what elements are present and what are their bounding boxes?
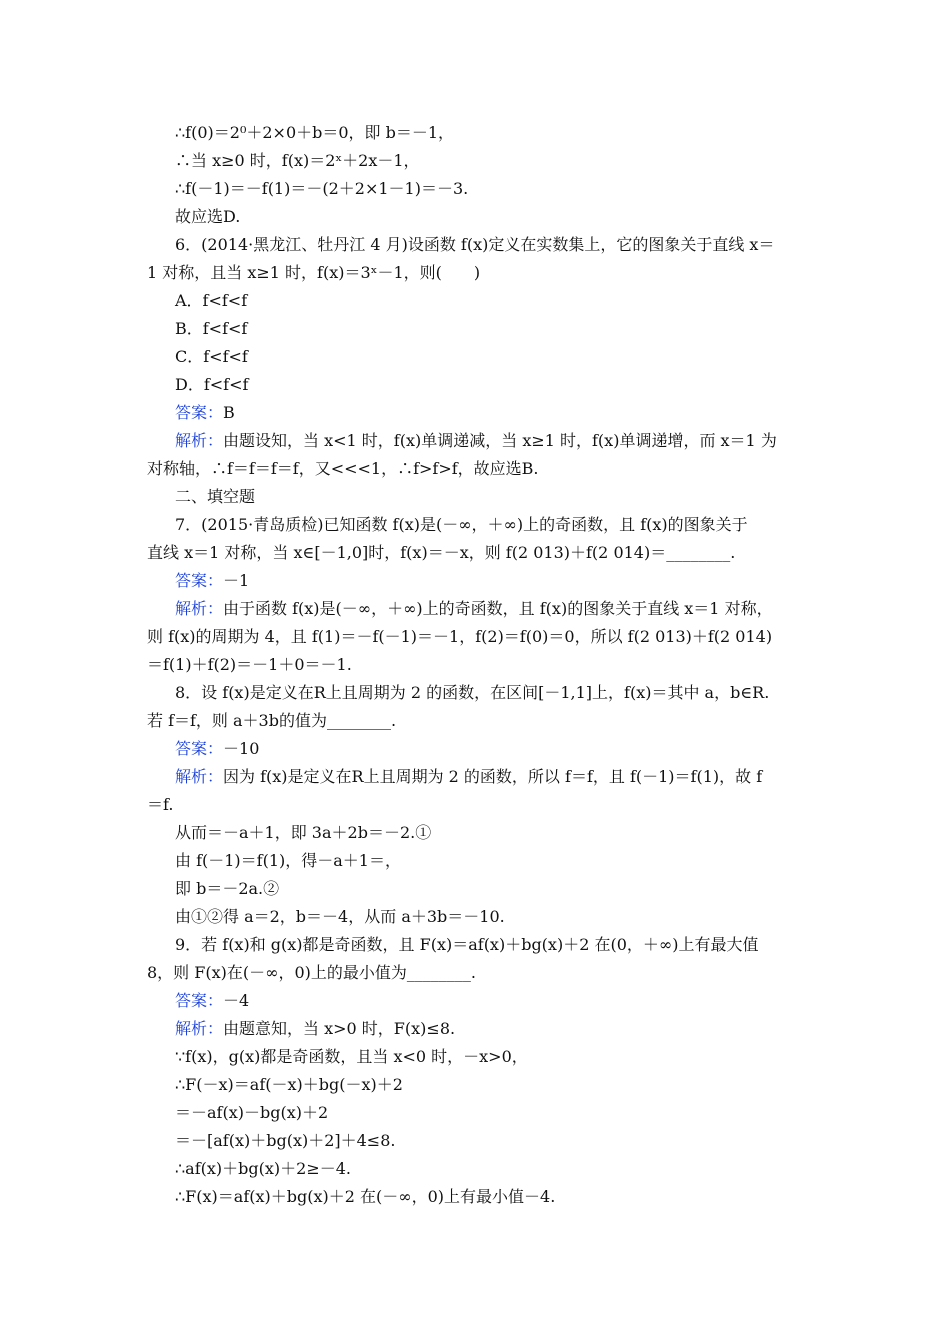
line-text: 即 b＝－2a.②: [175, 879, 280, 898]
question-line: [147, 707, 807, 735]
answer-line: [147, 567, 807, 595]
question-line: [147, 931, 807, 959]
text-line: [147, 1155, 807, 1183]
line-text: ∴af(x)＋bg(x)＋2≥－4.: [175, 1159, 351, 1178]
question-line: [147, 959, 807, 987]
line-text: 由①②得 a＝2，b＝－4，从而 a＋3b＝－10.: [175, 907, 505, 926]
line-text: 7．(2015·青岛质检)已知函数 f(x)是(－∞，＋∞)上的奇函数，且 f(x)的图象关于: [175, 515, 748, 534]
answer-label: 答案：: [175, 991, 224, 1010]
line-text: 6．(2014·黑龙江、牡丹江 4 月)设函数 f(x)定义在实数集上，它的图象关于直线 x＝: [175, 235, 775, 254]
question-line: [147, 511, 807, 539]
question-line: [147, 231, 807, 259]
analysis-label: 解析：: [175, 599, 224, 618]
line-text: 则 f(x)的周期为 4，且 f(1)＝－f(－1)＝－1，f(2)＝f(0)＝0，所以 f(2 013)＋f(2 014): [147, 627, 773, 646]
line-text: B．f<f<f: [175, 319, 248, 338]
text-line: [147, 1183, 807, 1211]
text-line: [147, 847, 807, 875]
line-text: C．f<f<f: [175, 347, 248, 366]
line-text: ∴F(－x)＝af(－x)＋bg(－x)＋2: [175, 1075, 403, 1094]
text-line: [147, 791, 807, 819]
text-line: [147, 651, 807, 679]
line-text: ＝－[af(x)＋bg(x)＋2]＋4≤8.: [175, 1131, 396, 1150]
line-text: ∴F(x)＝af(x)＋bg(x)＋2 在(－∞，0)上有最小值－4.: [175, 1187, 556, 1206]
option-line: [147, 315, 807, 343]
line-text: 故应选D.: [175, 207, 241, 226]
line-text: B: [223, 403, 235, 422]
section-heading: [147, 483, 807, 511]
line-text: －10: [223, 739, 260, 758]
line-text: 若 f＝f，则 a＋3b的值为________.: [147, 711, 397, 730]
line-text: 对称轴，∴f＝f＝f＝f，又<<<1，∴f>f>f，故应选B.: [147, 459, 539, 478]
line-text: 二、填空题: [175, 487, 256, 506]
answer-label: 答案：: [175, 403, 224, 422]
line-text: A．f<f<f: [175, 291, 248, 310]
line-text: ∴f(0)＝2⁰＋2×0＋b＝0，即 b＝－1，: [175, 123, 455, 142]
option-line: [147, 343, 807, 371]
line-text: 由 f(－1)＝f(1)，得－a＋1＝，: [175, 851, 401, 870]
text-line: [147, 1099, 807, 1127]
question-line: [147, 259, 807, 287]
text-line: [147, 203, 807, 231]
text-line: [147, 1071, 807, 1099]
line-text: ＝f.: [147, 795, 174, 814]
option-line: [147, 287, 807, 315]
line-text: ∴当 x≥0 时，f(x)＝2ˣ＋2x－1，: [175, 151, 420, 170]
analysis-label: 解析：: [175, 1019, 224, 1038]
text-line: [147, 819, 807, 847]
line-text: －1: [223, 571, 250, 590]
line-text: 9．若 f(x)和 g(x)都是奇函数，且 F(x)＝af(x)＋bg(x)＋2 在(0，＋∞)上有最大值: [175, 935, 759, 954]
text-line: [147, 119, 807, 147]
answer-line: [147, 987, 807, 1015]
question-line: [147, 679, 807, 707]
answer-line: [147, 735, 807, 763]
text-line: [147, 623, 807, 651]
text-line: [147, 903, 807, 931]
line-text: ＝－af(x)－bg(x)＋2: [175, 1103, 329, 1122]
analysis-line: [147, 763, 807, 791]
line-text: 由于函数 f(x)是(－∞，＋∞)上的奇函数，且 f(x)的图象关于直线 x＝1 对称，: [223, 599, 773, 618]
text-line: [147, 175, 807, 203]
answer-label: 答案：: [175, 571, 224, 590]
line-text: 由题设知，当 x<1 时，f(x)单调递减，当 x≥1 时，f(x)单调递增，而 x＝1 为: [223, 431, 777, 450]
text-line: [147, 147, 807, 175]
text-line: [147, 875, 807, 903]
line-text: 8，则 F(x)在(－∞，0)上的最小值为________.: [147, 963, 476, 982]
option-line: [147, 371, 807, 399]
analysis-line: [147, 427, 807, 455]
answer-line: [147, 399, 807, 427]
line-text: D．f<f<f: [175, 375, 249, 394]
analysis-line: [147, 595, 807, 623]
analysis-label: 解析：: [175, 431, 224, 450]
text-line: [147, 455, 807, 483]
text-line: [147, 1127, 807, 1155]
line-text: 由题意知，当 x>0 时，F(x)≤8.: [223, 1019, 456, 1038]
line-text: ∴f(－1)＝－f(1)＝－(2＋2×1－1)＝－3.: [175, 179, 469, 198]
analysis-label: 解析：: [175, 767, 224, 786]
text-line: [147, 1043, 807, 1071]
line-text: 从而＝－a＋1，即 3a＋2b＝－2.①: [175, 823, 432, 842]
analysis-line: [147, 1015, 807, 1043]
line-text: 1 对称，且当 x≥1 时，f(x)＝3ˣ－1，则( ): [147, 263, 481, 282]
line-text: －4: [223, 991, 250, 1010]
line-text: ∵f(x)，g(x)都是奇函数，且当 x<0 时，－x>0，: [175, 1047, 528, 1066]
document-page: [147, 119, 807, 1211]
line-text: 8．设 f(x)是定义在R上且周期为 2 的函数，在区间[－1,1]上，f(x)＝其中 a，b∈R.: [175, 683, 770, 702]
line-text: 因为 f(x)是定义在R上且周期为 2 的函数，所以 f＝f，且 f(－1)＝f(1)，故 f: [223, 767, 763, 786]
question-line: [147, 539, 807, 567]
answer-label: 答案：: [175, 739, 224, 758]
line-text: ＝f(1)＋f(2)＝－1＋0＝－1.: [147, 655, 352, 674]
line-text: 直线 x＝1 对称，当 x∈[－1,0]时，f(x)＝－x，则 f(2 013)＋f(2 014)＝________.: [147, 543, 736, 562]
